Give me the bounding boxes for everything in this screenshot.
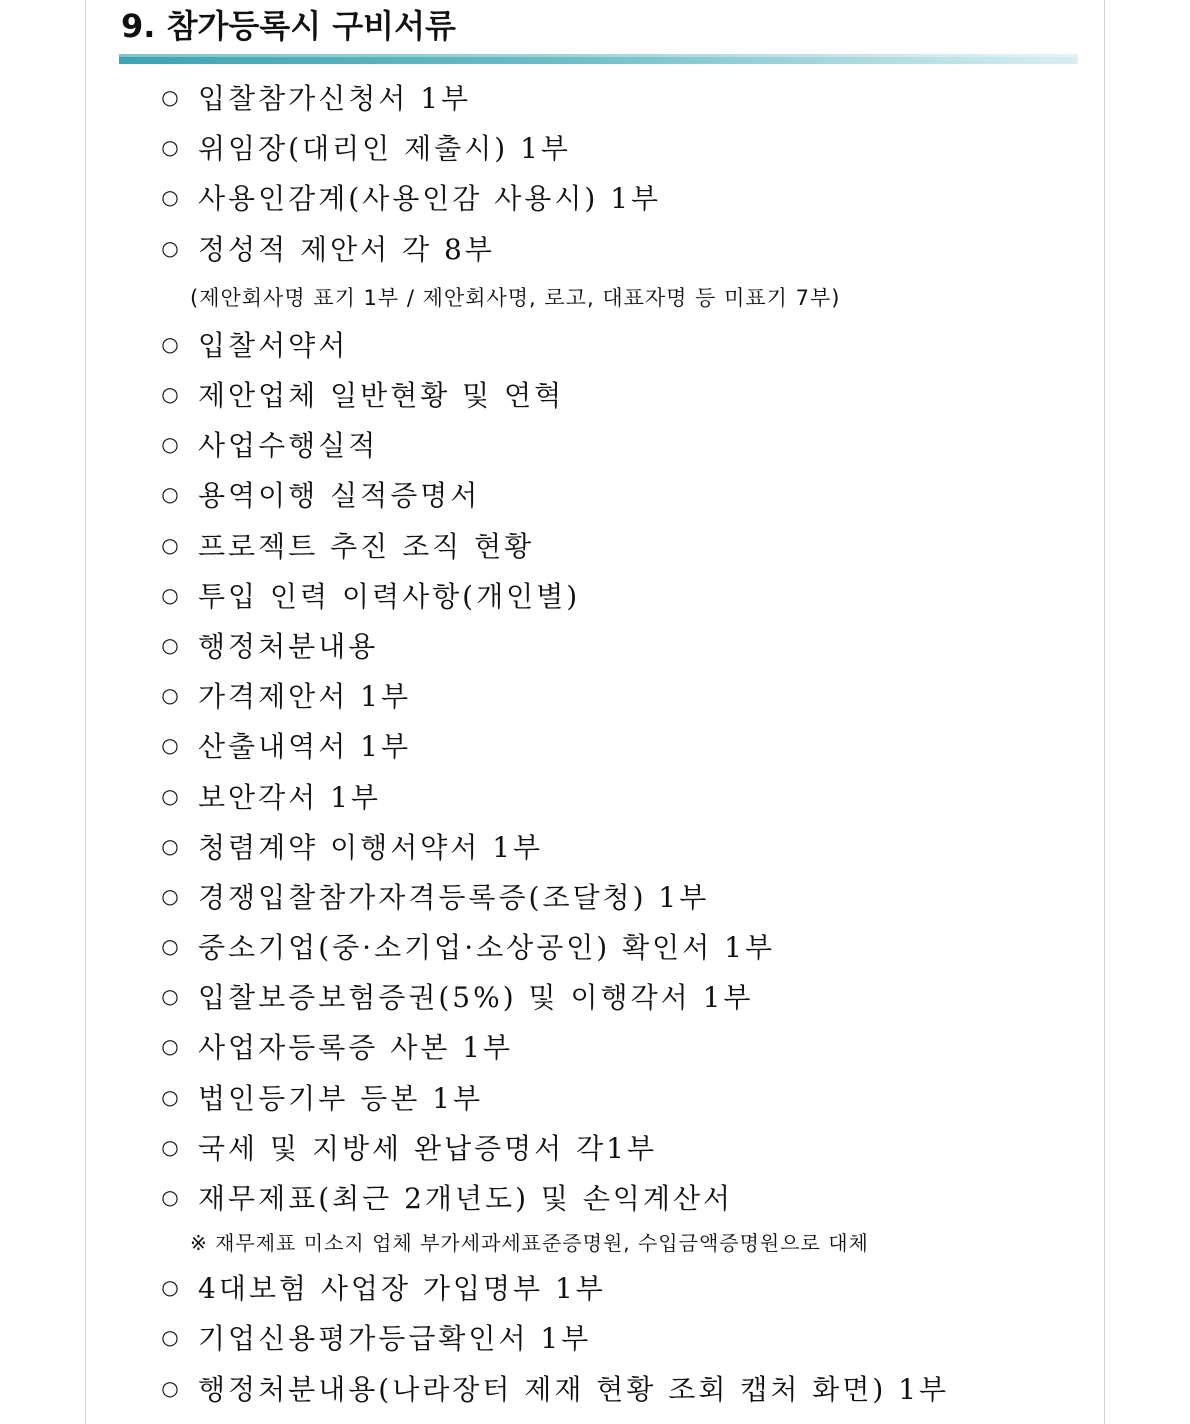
circle-bullet-icon: ○: [161, 382, 179, 407]
list-item: [0, 223, 1190, 273]
circle-bullet-icon: ○: [161, 883, 179, 908]
circle-bullet-icon: ○: [161, 135, 179, 160]
list-item: [0, 1172, 1190, 1222]
list-item-text: 국세 및 지방세 완납증명서 각1부: [198, 1131, 658, 1165]
list-item: [0, 720, 1190, 770]
list-item-text: 입찰서약서: [198, 328, 349, 362]
list-item-text: 재무제표(최근 2개년도) 및 손익계산서: [198, 1182, 734, 1216]
list-item: [0, 670, 1190, 720]
list-item-text: 경쟁입찰참가자격등록증(조달청) 1부: [198, 880, 710, 914]
list-item-note-text: (제안회사명 표기 1부 / 제안회사명, 로고, 대표자명 등 미표기 7부): [190, 285, 841, 310]
list-item: [0, 1312, 1190, 1362]
list-item: [0, 520, 1190, 570]
list-item-text: 사용인감계(사용인감 사용시) 1부: [198, 182, 662, 216]
circle-bullet-icon: ○: [161, 733, 179, 758]
circle-bullet-icon: ○: [161, 185, 179, 210]
list-item-text: 위임장(대리인 제출시) 1부: [198, 132, 571, 166]
circle-bullet-icon: ○: [161, 582, 179, 607]
list-item: [0, 1021, 1190, 1071]
list-item: [0, 419, 1190, 469]
list-item: [0, 570, 1190, 620]
list-item-text: 정성적 제안서 각 8부: [198, 232, 495, 266]
list-item: [0, 921, 1190, 971]
list-item-text: 투입 인력 이력사항(개인별): [198, 579, 581, 613]
list-item: [0, 72, 1190, 122]
list-item-text: 행정처분내용: [198, 629, 379, 663]
list-item: [0, 1122, 1190, 1172]
circle-bullet-icon: ○: [161, 1134, 179, 1159]
heading-underline-highlight: [119, 54, 1078, 57]
list-item-text: 입찰보증보험증권(5%) 및 이행각서 1부: [198, 981, 754, 1015]
circle-bullet-icon: ○: [161, 632, 179, 657]
list-item: [0, 821, 1190, 871]
list-item: [0, 172, 1190, 222]
circle-bullet-icon: ○: [161, 1084, 179, 1109]
list-item-text: 제안업체 일반현황 및 연혁: [198, 379, 565, 413]
circle-bullet-icon: ○: [161, 432, 179, 457]
list-item-text: 프로젝트 추진 조직 현황: [198, 529, 535, 563]
circle-bullet-icon: ○: [161, 1325, 179, 1350]
list-item: [0, 469, 1190, 519]
list-item-note: [0, 1222, 1190, 1262]
list-item-text: 보안각서 1부: [198, 780, 381, 814]
list-item: [0, 1262, 1190, 1312]
required-documents-list: [0, 72, 1190, 1413]
list-item-text: 청렴계약 이행서약서 1부: [198, 830, 544, 864]
list-item: [0, 122, 1190, 172]
list-item-note: [0, 273, 1190, 319]
list-item-text: 중소기업(중·소기업·소상공인) 확인서 1부: [198, 931, 776, 965]
circle-bullet-icon: ○: [161, 1034, 179, 1059]
circle-bullet-icon: ○: [161, 833, 179, 858]
circle-bullet-icon: ○: [161, 683, 179, 708]
circle-bullet-icon: ○: [161, 532, 179, 557]
list-item: [0, 620, 1190, 670]
list-item: [0, 369, 1190, 419]
list-item: [0, 1072, 1190, 1122]
circle-bullet-icon: ○: [161, 85, 179, 110]
circle-bullet-icon: ○: [161, 235, 179, 260]
list-item: [0, 1363, 1190, 1413]
list-item-text: 4대보험 사업장 가입명부 1부: [198, 1272, 606, 1306]
list-item-text: 사업자등록증 사본 1부: [198, 1031, 514, 1065]
circle-bullet-icon: ○: [161, 482, 179, 507]
circle-bullet-icon: ○: [161, 984, 179, 1009]
heading-underline-bar: [119, 54, 1078, 64]
list-item: [0, 971, 1190, 1021]
list-item-text: 산출내역서 1부: [198, 730, 412, 764]
list-item-text: 행정처분내용(나라장터 제재 현황 조회 캡처 화면) 1부: [198, 1372, 950, 1406]
list-item-text: 사업수행실적: [198, 429, 379, 463]
section-heading: 9. 참가등록시 구비서류: [121, 7, 456, 45]
circle-bullet-icon: ○: [161, 783, 179, 808]
circle-bullet-icon: ○: [161, 1185, 179, 1210]
list-item-text: 입찰참가신청서 1부: [198, 82, 472, 116]
list-item: [0, 871, 1190, 921]
circle-bullet-icon: ○: [161, 1375, 179, 1400]
list-item-text: 용역이행 실적증명서: [198, 479, 481, 513]
circle-bullet-icon: ○: [161, 331, 179, 356]
list-item: [0, 770, 1190, 820]
circle-bullet-icon: ○: [161, 1275, 179, 1300]
list-item: [0, 319, 1190, 369]
list-item-text: 가격제안서 1부: [198, 680, 412, 714]
list-item-text: 기업신용평가등급확인서 1부: [198, 1322, 592, 1356]
circle-bullet-icon: ○: [161, 934, 179, 959]
list-item-text: 법인등기부 등본 1부: [198, 1081, 484, 1115]
list-item-note-text: ※ 재무제표 미소지 업체 부가세과세표준증명원, 수입금액증명원으로 대체: [190, 1231, 869, 1256]
